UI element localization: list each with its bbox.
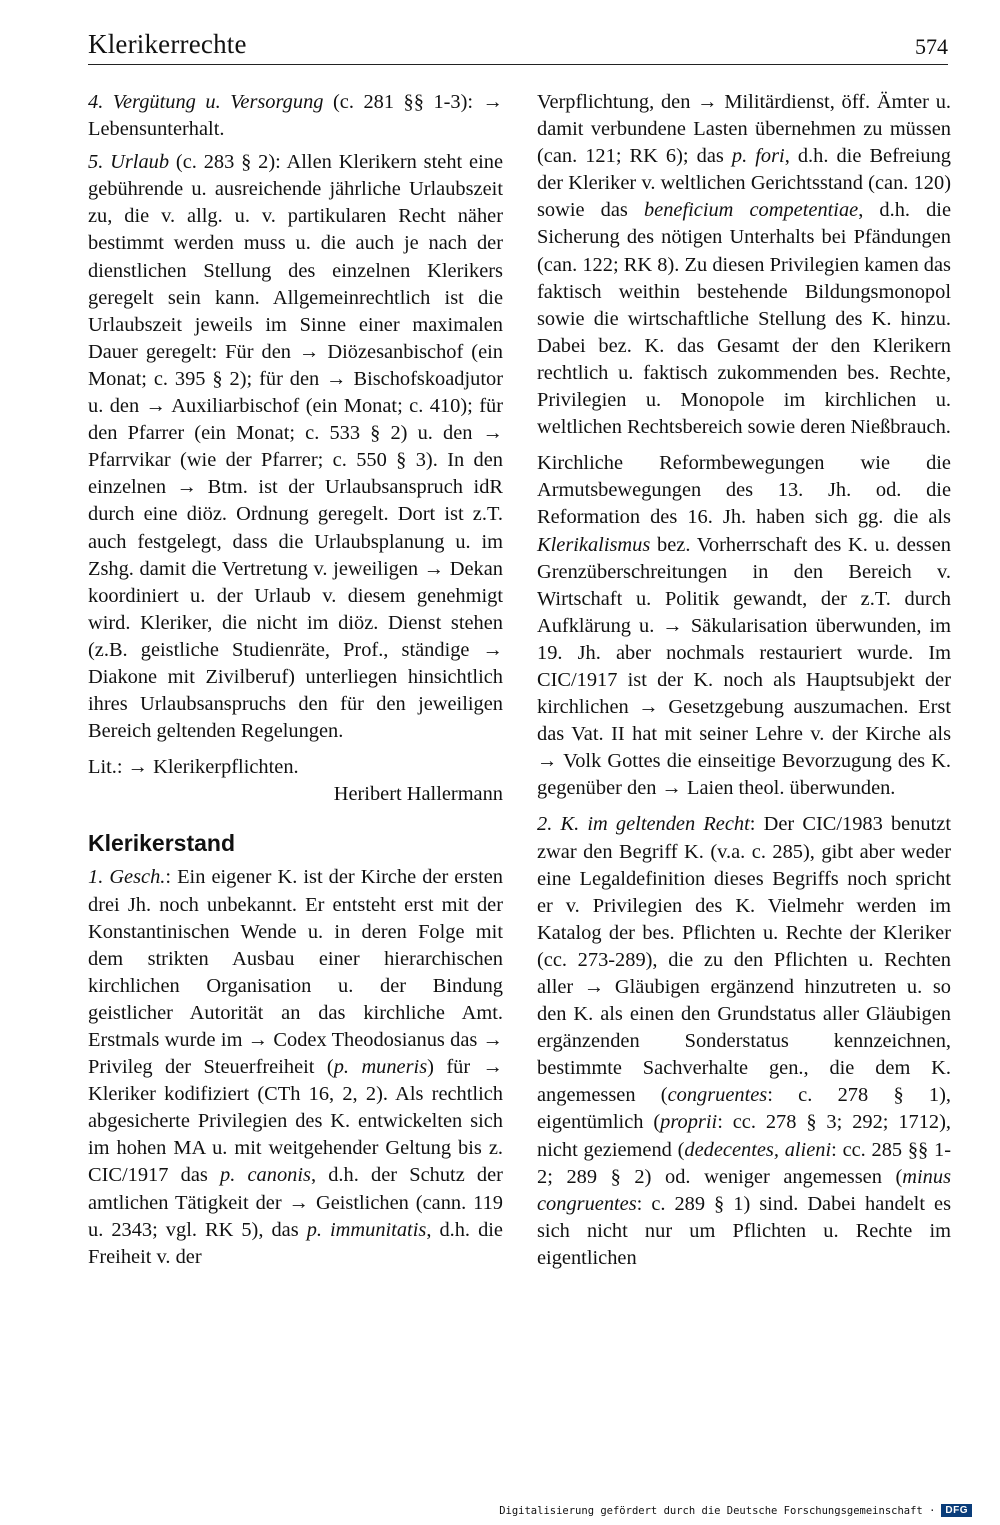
literature-reference: Lit.: → Klerikerpflichten. <box>88 756 299 779</box>
running-title: Klerikerrechte <box>88 29 247 59</box>
section-label: 2. K. im geltenden Recht <box>537 813 750 836</box>
entry-heading: Klerikerstand <box>88 830 236 857</box>
dfg-logo-icon: DFG <box>941 1504 972 1517</box>
paragraph-reformbewegungen: Kirchliche Reformbewegungen wie die Armutsbewegungen des 13. Jh. od. die Reformation des 16. Jh. haben sich gg. die als Klerikalismus bez. Vorherrschaft des K. u. dessen Grenzüberschreitungen in den Bereich v. Wirtschaft u. Politik gewandt, der z.T. durch Aufklärung u. → Säkularisation überwunden, im 19. Jh. aber nochmals restauriert wurde. Im CIC/1917 ist der K. noch als Hauptsubjekt der kirchlichen → Gesetzgebung auszumachen. Erst das Vat. II hat mit seiner Lehre v. der Kirche als → Volk Gottes die einseitige Bevorzugung des K. gegenüber den → Laien theol. überwunden. <box>537 452 951 800</box>
credit-text: Digitalisierung gefördert durch die Deutsche Forschungsgemeinschaft · <box>499 1504 936 1517</box>
left-column <box>88 89 503 1280</box>
section-label: 5. Urlaub <box>88 151 170 174</box>
section-label: 4. Vergütung u. Versorgung <box>88 91 324 113</box>
right-column <box>537 89 951 1281</box>
page-number: 574 <box>915 34 948 59</box>
running-head <box>88 18 948 65</box>
section-label: 1. Gesch. <box>88 866 166 889</box>
paragraph-verguetung: 4. Vergütung u. Versorgung (c. 281 §§ 1-3): → Lebensunterhalt. <box>88 91 503 141</box>
digitization-credit <box>499 1504 972 1517</box>
author-name: Heribert Hallermann <box>333 783 503 806</box>
paragraph-geltendes-recht: 2. K. im geltenden Recht: Der CIC/1983 benutzt zwar den Begriff K. (v.a. c. 285), gibt aber weder eine Legaldefinition dieses Begriffs noch spricht er v. Privilegien des K. Vielmehr werden im Katalog der bes. Pflichten u. Rechte der Kleriker (cc. 273-289), die zu den Pflichten u. Rechten aller → Gläubigen ergänzend hinzutreten u. so den K. als einen den Grundstatus aller Gläubigen ergänzenden Sonderstatus kennzeichnen, bestimmte Sachverhalte gen., die dem K. angemessen (congruentes: c. 278 § 1), eigentümlich (proprii: cc. 278 § 3; 292; 1712), nicht geziemend (dedecentes, alieni: cc. 285 §§ 1-2; 289 § 2) od. weniger angemessen (minus congruentes: c. 289 § 1) sind. Dabei handelt es sich nicht nur um Pflichten u. Rechte im eigentlichen <box>537 813 952 1269</box>
paragraph-geschichte: 1. Gesch.: Ein eigener K. ist der Kirche der ersten drei Jh. noch unbekannt. Er entsteht erst mit der Konstantinischen Wende u. in deren Folge mit dem strikten Ausbau einer hierarchischen kirchlichen Organisation u. der Bindung geistlicher Autorität an das kirchliche Amt. Erstmals wurde im → Codex Theodosianus das → Privileg der Steuerfreiheit (p. muneris) für → Kleriker kodifiziert (CTh 16, 2, 2). Als rechtlich abgesicherte Privilegien des K. entwickelten sich im hohen MA u. mit weitgehender Geltung bis z. CIC/1917 das p. canonis, d.h. der Schutz der amtlichen Tätigkeit der → Geistlichen (cann. 119 u. 2343; vgl. RK 5), das p. immunitatis, d.h. die Freiheit v. der <box>88 866 504 1268</box>
paragraph-urlaub: 5. Urlaub (c. 283 § 2): Allen Klerikern steht eine gebührende u. ausreichende jährliche Urlaubszeit zu, die v. allg. u. v. partikularen Recht näher bestimmt werden muss u. die auch je nach der dienstlichen Stellung des einzelnen Klerikers geregelt sein kann. Allgemeinrechtlich ist die Urlaubszeit jeweils im Sinne einer maximalen Dauer geregelt: Für den → Diözesanbischof (ein Monat; c. 395 § 2); für den → Bischofskoadjutor u. den → Auxiliarbischof (ein Monat; c. 410); für den Pfarrer (ein Monat; c. 533 § 2) u. den → Pfarrvikar (wie der Pfarrer; c. 550 § 3). In den einzelnen → Btm. ist der Urlaubsanspruch idR durch eine diöz. Ordnung geregelt. Dort ist z.T. auch festgelegt, dass die Urlaubsplanung u. im Zshg. damit die Vertretung v. jeweiligen → Dekan koordiniert u. der Urlaub v. diesem genehmigt wird. Kleriker, die nicht im diöz. Dienst stehen (z.B. geistliche Studienräte, Prof., ständige → Diakone mit Zivilberuf) unterliegen hinsichtlich ihres Urlaubsanspruchs den für den jeweiligen Bereich geltenden Regelungen. <box>88 151 503 743</box>
paragraph-privilegien: Verpflichtung, den → Militärdienst, öff. Ämter u. damit verbundene Lasten übernehmen zu müssen (can. 121; RK 6); das p. fori, d.h. die Befreiung der Kleriker v. weltlichen Gerichtsstand (can. 120) sowie das beneficium competentiae, d.h. die Sicherung des nötigen Unterhalts bei Pfändungen (can. 122; RK 8). Zu diesen Privilegien kamen das faktisch weithin bestehende Bildungsmonopol sowie die wirtschaftliche Stellung des K. hinzu. Dabei bez. K. das Gesamt der den Klerikern rechtlich u. faktisch zukommenden bes. Rechte, Privilegien u. Monopole im kirchlichen u. weltlichen Rechtsbereich sowie deren Nießbrauch. <box>537 91 952 439</box>
